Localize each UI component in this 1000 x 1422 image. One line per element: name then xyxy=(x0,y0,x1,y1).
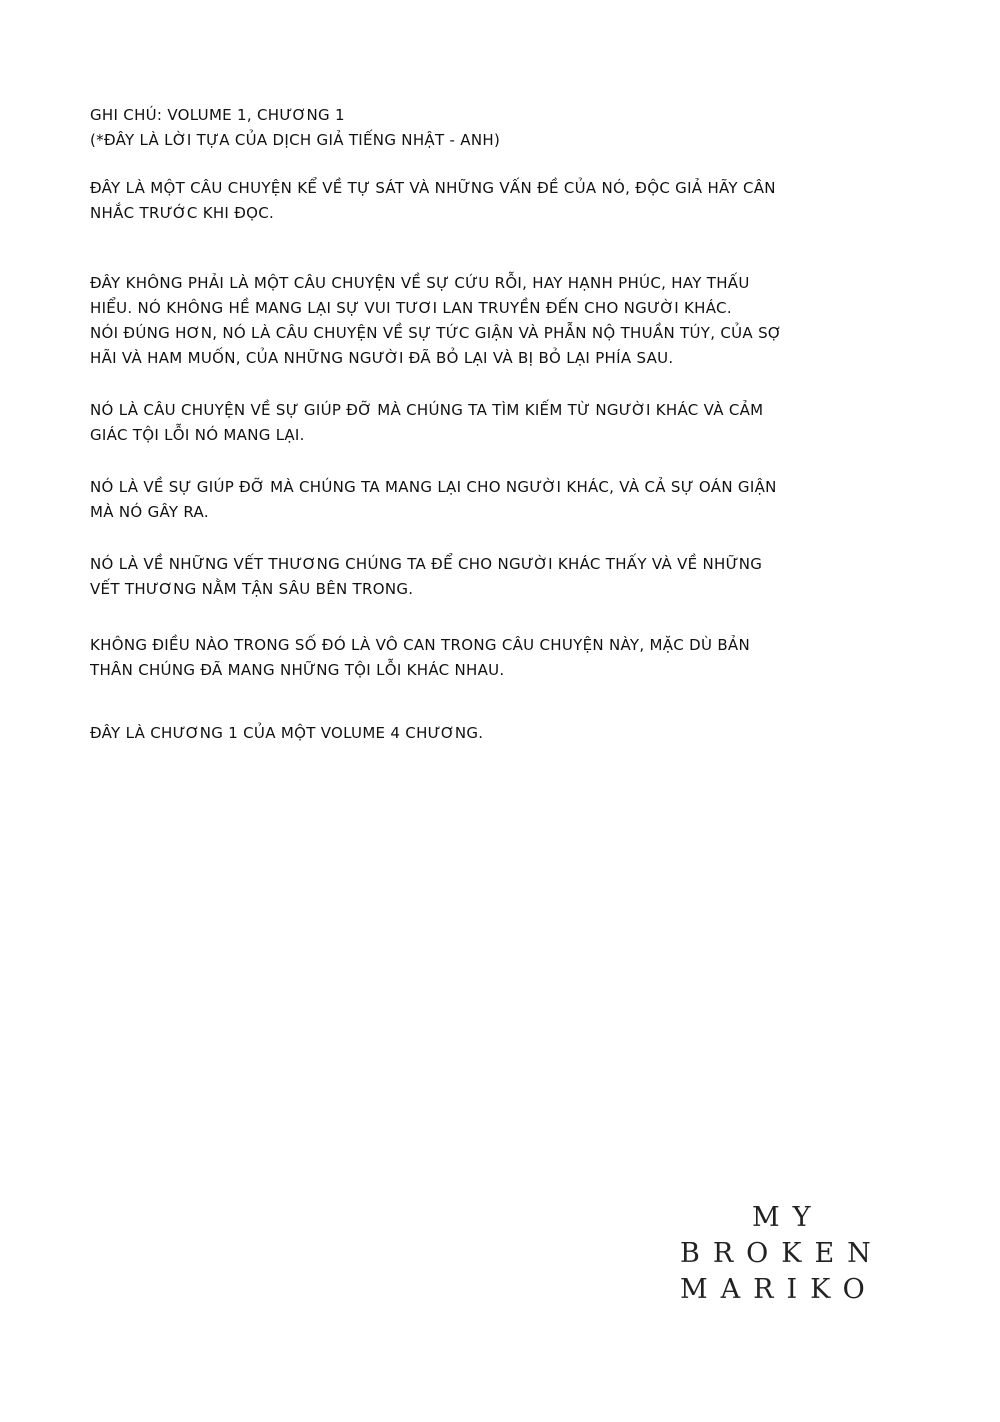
notes-paragraph: NÓ LÀ CÂU CHUYỆN VỀ SỰ GIÚP ĐỠ MÀ CHÚNG TA TÌM KIẾM TỪ NGƯỜI KHÁC VÀ CẢM GIÁC TỘI LỖI NÓ MANG LẠI. xyxy=(90,401,764,444)
manga-title xyxy=(680,1200,900,1308)
notes-paragraph: ĐÂY KHÔNG PHẢI LÀ MỘT CÂU CHUYỆN VỀ SỰ CỨU RỖI, HAY HẠNH PHÚC, HAY THẤU HIỂU. NÓ KHÔNG HỀ MANG LẠI SỰ VUI TƯƠI LAN TRUYỀN ĐẾN CHO NGƯỜI KHÁC. NÓI ĐÚNG HƠN, NÓ LÀ CÂU CHUYỆN VỀ SỰ TỨC GIẬN VÀ PHẪN NỘ THUẦN TÚY, CỦA SỢ HÃI VÀ HAM MUỐN, CỦA NHỮNG NGƯỜI ĐÃ BỎ LẠI VÀ BỊ BỎ LẠI PHÍA SAU. xyxy=(90,274,782,367)
title-line-2: BROKEN xyxy=(680,1238,884,1269)
notes-paragraph: KHÔNG ĐIỀU NÀO TRONG SỐ ĐÓ LÀ VÔ CAN TRONG CÂU CHUYỆN NÀY, MẶC DÙ BẢN THÂN CHÚNG ĐÃ MANG NHỮNG TỘI LỖI KHÁC NHAU. xyxy=(90,636,751,679)
notes-paragraph: ĐÂY LÀ CHƯƠNG 1 CỦA MỘT VOLUME 4 CHƯƠNG. xyxy=(90,724,484,742)
notes-paragraph: NÓ LÀ VỀ SỰ GIÚP ĐỠ MÀ CHÚNG TA MANG LẠI CHO NGƯỜI KHÁC, VÀ CẢ SỰ OÁN GIẬN MÀ NÓ GÂY RA. xyxy=(90,478,777,521)
notes-paragraph: NÓ LÀ VỀ NHỮNG VẾT THƯƠNG CHÚNG TA ĐỂ CHO NGƯỜI KHÁC THẤY VÀ VỀ NHỮNG VẾT THƯƠNG NẰM TẬN SÂU BÊN TRONG. xyxy=(90,555,763,598)
notes-paragraph: ĐÂY LÀ MỘT CÂU CHUYỆN KỂ VỀ TỰ SÁT VÀ NHỮNG VẤN ĐỀ CỦA NÓ, ĐỘC GIẢ HÃY CÂN NHẮC TRƯỚC KHI ĐỌC. xyxy=(90,179,776,222)
title-line-3: MARIKO xyxy=(680,1274,878,1305)
title-line-1: MY xyxy=(752,1202,824,1233)
notes-header: GHI CHÚ: VOLUME 1, CHƯƠNG 1 (*ĐÂY LÀ LỜI TỰA CỦA DỊCH GIẢ TIẾNG NHẬT - ANH) xyxy=(90,106,501,149)
